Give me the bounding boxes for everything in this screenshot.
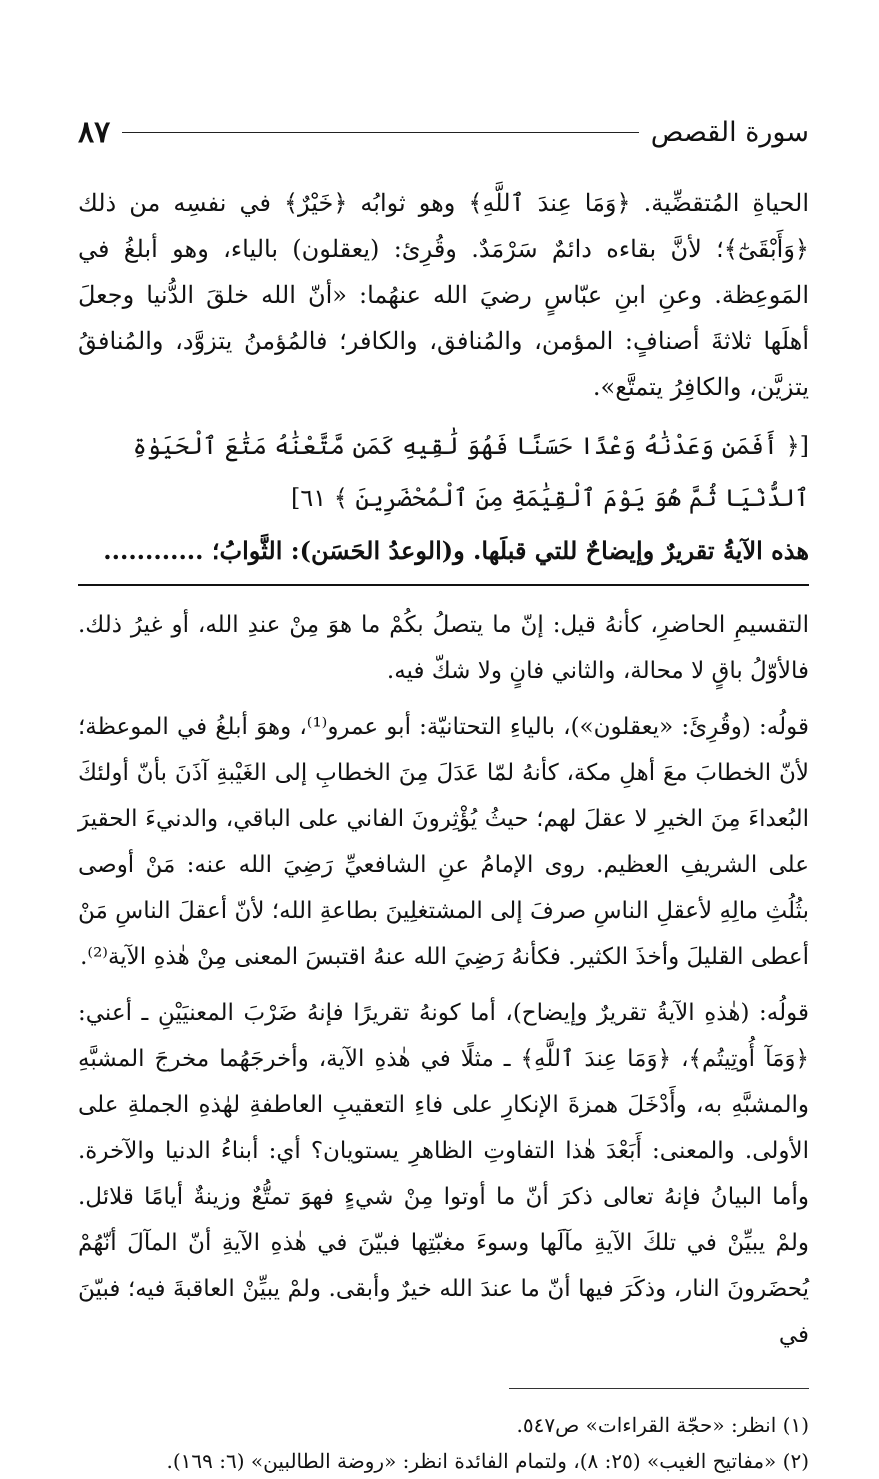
quran-verse: [﴿ أَفَمَن وَعَدْنَٰهُ وَعْدًا حَسَنًا فَهُوَ لَٰقِيهِ كَمَن مَّتَّعْنَٰهُ مَتَٰعَ ٱلْحَيَوٰةِ ٱلدُّنْيَا ثُمَّ هُوَ يَوْمَ ٱلْقِيَٰمَةِ مِنَ ٱلْمُحْضَرِينَ ﴾ ٦١] [132, 432, 809, 512]
main-paragraph: الحياةِ المُتقضِّية. ﴿وَمَا عِندَ ٱللَّهِ﴾ وهو ثوابُه ﴿خَيْرٌ﴾ في نفسِه من ذلك ﴿وَأَبْقَىٰٓ﴾؛ لأنَّ بقاءه دائمٌ سَرْمَدٌ. وقُرِئ: (يعقلون) بالياء، وهو أبلغُ في المَوعِظة. وعنِ ابنِ عبّاسٍ رضيَ الله عنهُما: «أنّ الله خلقَ الدُّنيا وجعلَ أهلَها ثلاثةَ أصنافٍ: المؤمن، والمُنافق، والكافر؛ فالمُؤمنُ يتزوَّد، والمُنافقُ يتزيَّن، والكافِرُ يتمتَّع». [78, 189, 809, 401]
footnote-divider [509, 1388, 809, 1389]
section-divider [78, 584, 809, 586]
commentary-paragraph: قولُه: (وقُرِئَ: «يعقلون»)، بالياءِ التحتانيّة: أبو عمرو⁽¹⁾، وهوَ أبلغُ في الموعظة؛ لأنّ الخطابَ معَ أهلِ مكة، كأنهُ لمّا عَدَلَ مِنَ الخطابِ إلى الغَيْبةِ آذَنَ بأنّ أولئكَ البُعداءَ مِنَ الخيرِ لا عقلَ لهم؛ حيثُ يُؤْثِرونَ الفاني على الباقي، والدنيءَ الحقيرَ على الشريفِ العظيم. روى الإمامُ عنِ الشافعيِّ رَضِيَ الله عنه: مَنْ أوصى بثُلُثِ مالِهِ لأعقلِ الناسِ صرفَ إلى المشتغلِينَ بطاعةِ الله؛ لأنّ أعقلَ الناسِ مَنْ أعطى القليلَ وأخذَ الكثير. فكأنهُ رَضِيَ الله عنهُ اقتبسَ المعنى مِنْ هٰذهِ الآية⁽²⁾. [78, 714, 810, 970]
footnotes [78, 1407, 809, 1479]
footnote: (١) انظر: «حجّة القراءات» ص٥٤٧. [516, 1413, 809, 1437]
page-number: ٨٧ [78, 114, 111, 150]
header-rule [122, 132, 639, 133]
verse-explanation: هذه الآيةُ تقريرٌ وإيضاحٌ للتي قبلَها. و(الوعدُ الحَسَن): الثَّوابُ؛ ............ [103, 536, 809, 565]
footnote: (٢) «مفاتيح الغيب» (٢٥: ٨)، ولتمام الفائدة انظر: «روضة الطالبين» (٦: ١٦٩). [166, 1449, 809, 1473]
page-header [78, 110, 809, 154]
commentary [78, 602, 809, 1358]
surah-name: سورة القصص [650, 116, 809, 148]
commentary-paragraph: قولُه: (هٰذهِ الآيةُ تقريرٌ وإيضاح)، أما كونهُ تقريرًا فإنهُ ضَرْبَ المعنيَيْنِ ـ أعني: ﴿وَمَآ أُوتِيتُم﴾، ﴿وَمَا عِندَ ٱللَّهِ﴾ ـ مثلًا في هٰذهِ الآية، وأخرجَهُما مخرجَ المشبَّهِ والمشبَّهِ به، وأَدْخَلَ همزةَ الإنكارِ على فاءِ التعقيبِ العاطفةِ لهٰذهِ الجملةِ على الأولى. والمعنى: أَبَعْدَ هٰذا التفاوتِ الظاهرِ يستويان؟ أي: أبناءُ الدنيا والآخرة. وأما البيانُ فإنهُ تعالى ذكرَ أنّ ما أوتوا مِنْ شيءٍ فهوَ تمتُّعٌ وزينةٌ أيامًا قلائل. ولمْ يبيِّنْ في تلكَ الآيةِ مآلَها وسوءَ مغبّتِها فبيّنَ في هٰذهِ الآيةِ أنّ المآلَ أنّهُمْ يُحضَرونَ النار، وذكَرَ فيها أنّ ما عندَ الله خيرٌ وأبقى. ولمْ يبيِّنْ العاقبةَ فيه؛ فبيّنَ في [78, 1000, 809, 1348]
commentary-paragraph: التقسيمِ الحاضرِ، كأنهُ قيل: إنّ ما يتصلُ بكُمْ ما هوَ مِنْ عندِ الله، أو غيرُ ذلك. فالأوّلُ باقٍ لا محالة، والثاني فانٍ ولا شكّ فيه. [78, 612, 809, 684]
main-text [78, 180, 809, 574]
